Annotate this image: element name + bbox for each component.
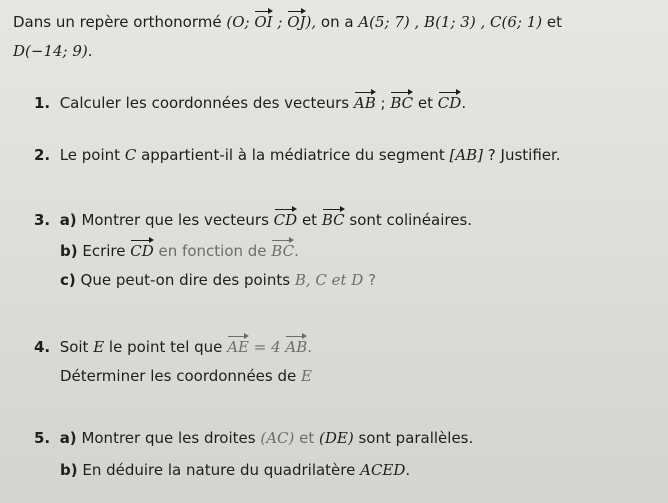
point-e: E <box>93 338 105 356</box>
part-label: c) <box>60 271 76 289</box>
question-text: Montrer que les vecteurs <box>76 211 274 229</box>
separator: ; <box>375 94 391 112</box>
question-text-mid: en fonction de <box>153 242 272 260</box>
question-2 <box>34 145 561 165</box>
question-3c <box>60 270 376 290</box>
question-3b <box>60 238 299 261</box>
question-5a <box>34 428 473 448</box>
vector-ab: AB <box>354 90 376 113</box>
vector-ae: AE <box>227 334 249 357</box>
question-1 <box>34 90 466 113</box>
question-5b <box>60 460 410 480</box>
punctuation: . <box>307 338 313 356</box>
line-ac: (AC) <box>260 429 295 447</box>
question-text: Déterminer les coordonnées de <box>60 367 301 385</box>
question-text-mid: le point tel que <box>104 338 228 356</box>
question-text-end: sont colinéaires. <box>344 211 473 229</box>
part-label: a) <box>59 211 77 229</box>
vector-oi: OI <box>254 9 272 32</box>
part-label: a) <box>59 429 77 447</box>
question-text: Montrer que les droites <box>76 429 261 447</box>
part-label: b) <box>60 461 78 479</box>
part-label: b) <box>60 242 78 260</box>
vector-bc: BC <box>271 238 294 261</box>
question-text: Soit <box>59 338 94 356</box>
question-text: En déduire la nature du quadrilatère <box>77 461 361 479</box>
intro-text: Dans un repère orthonormé <box>13 13 227 31</box>
vector-cd: CD <box>274 207 298 230</box>
points-bcd: B, C et D <box>294 271 364 289</box>
vector-cd: CD <box>130 238 154 261</box>
question-number: 3. <box>34 211 51 229</box>
question-text-end: ? Justifier. <box>483 146 561 164</box>
frame-sep: ; <box>272 13 288 31</box>
question-4-line-2 <box>60 366 312 386</box>
frame-close: ), <box>305 13 317 31</box>
intro-line-1 <box>13 9 562 32</box>
question-text: Que peut-on dire des points <box>75 271 295 289</box>
question-text: Calculer les coordonnées des vecteurs <box>59 94 354 112</box>
intro-suffix: et <box>542 13 562 31</box>
punctuation: . <box>461 94 467 112</box>
question-text-end: sont parallèles. <box>353 429 474 447</box>
question-number: 1. <box>34 94 51 112</box>
conjunction: et <box>413 94 438 112</box>
question-text: Ecrire <box>77 242 131 260</box>
vector-bc: BC <box>390 90 413 113</box>
vector-bc: BC <box>322 207 345 230</box>
question-3a <box>34 207 472 230</box>
question-text-end: ? <box>363 271 377 289</box>
question-number: 4. <box>34 338 51 356</box>
question-number: 2. <box>34 146 51 164</box>
intro-mid: on a <box>316 13 359 31</box>
question-4 <box>34 334 312 357</box>
vector-oj: OJ <box>287 9 305 32</box>
quadrilateral-name: ACED <box>360 461 406 479</box>
question-text-mid: appartient-il à la médiatrice du segment <box>136 146 450 164</box>
vector-cd: CD <box>438 90 462 113</box>
equation-factor: = 4 <box>248 338 286 356</box>
question-text: Le point <box>59 146 125 164</box>
question-number: 5. <box>34 429 51 447</box>
line-de: (DE) <box>319 429 354 447</box>
segment-ab: [AB] <box>449 146 484 164</box>
intro-line-2: D(−14; 9). <box>13 42 93 60</box>
conjunction: et <box>294 429 320 447</box>
vector-ab: AB <box>285 334 307 357</box>
punctuation: . <box>294 242 299 260</box>
point-e: E <box>301 367 312 385</box>
points-abc: A(5; 7) , B(1; 3) , C(6; 1) <box>358 13 543 31</box>
frame-open: (O; <box>226 13 255 31</box>
point-c: C <box>124 146 137 164</box>
punctuation: . <box>405 461 411 479</box>
conjunction: et <box>297 211 322 229</box>
